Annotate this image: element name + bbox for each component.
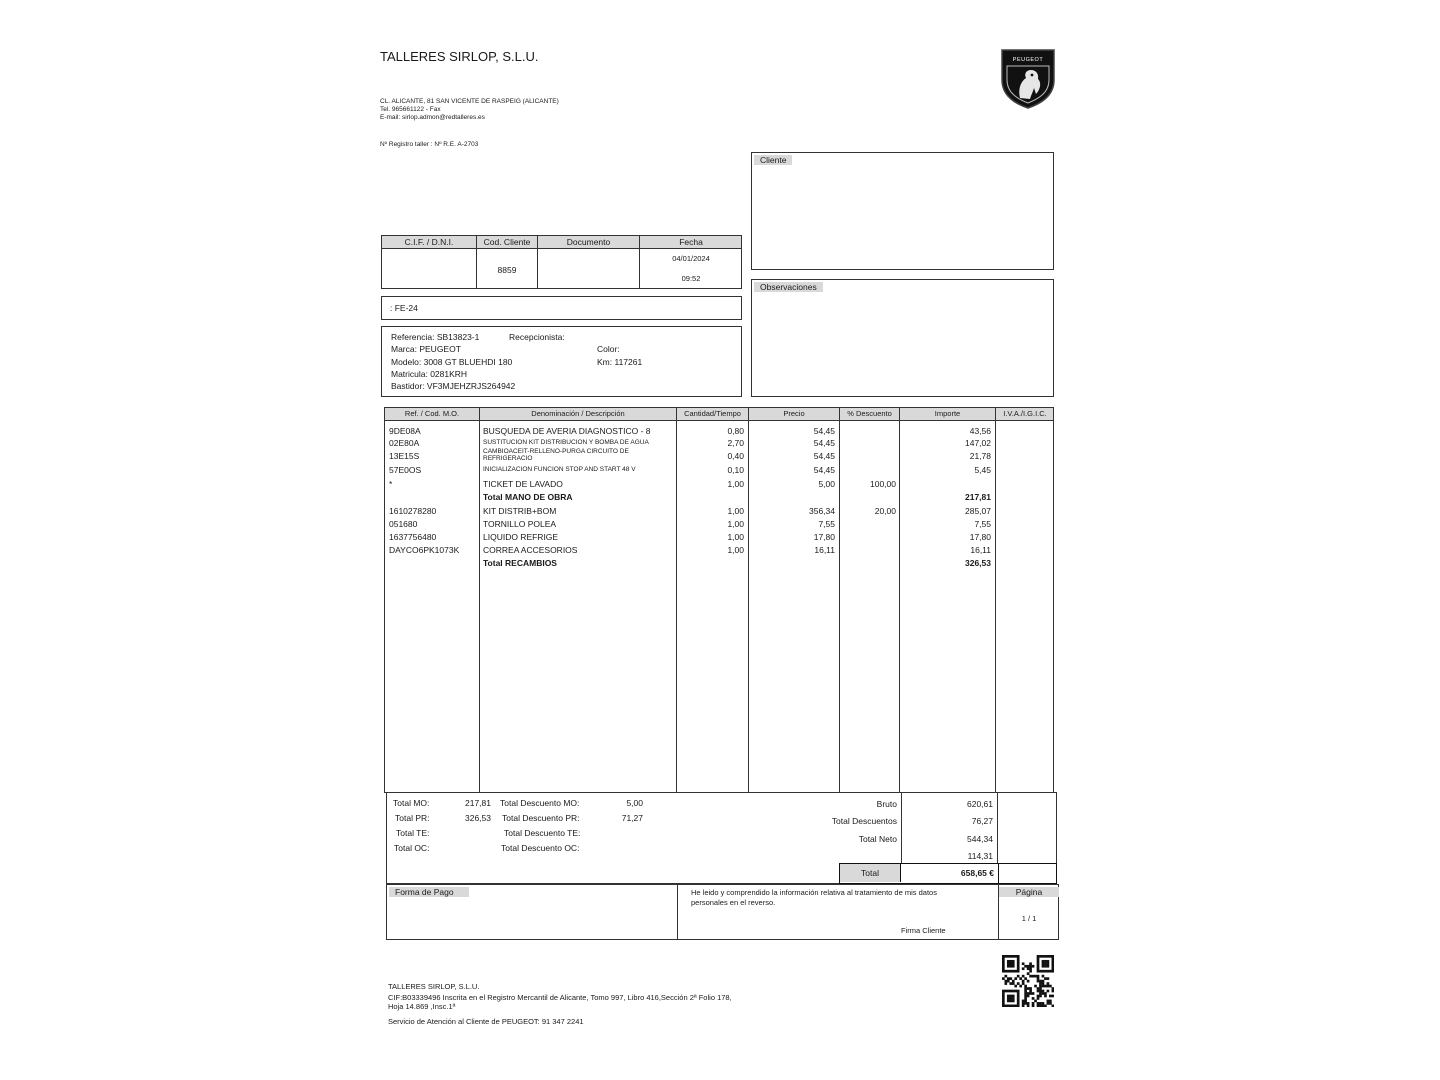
total-mo-value: 217,81 — [465, 798, 491, 808]
company-name: TALLERES SIRLOP, S.L.U. — [380, 49, 539, 64]
cell-ref: 1610278280 — [389, 506, 437, 516]
cod-cliente-value: 8859 — [497, 265, 517, 275]
cell-desc: Total RECAMBIOS — [483, 558, 557, 568]
table-row — [385, 450, 1053, 462]
cell-qty: 2,70 — [727, 438, 744, 448]
desc-pr-label: Total Descuento PR: — [502, 813, 580, 823]
cell-amount: 43,56 — [969, 426, 991, 436]
cell-qty: 0,40 — [727, 451, 744, 461]
observaciones-label: Observaciones — [754, 282, 823, 292]
desc-oc-label: Total Descuento OC: — [501, 843, 580, 853]
table-row — [385, 464, 1053, 476]
table-row — [385, 491, 1053, 503]
cell-price: 5,00 — [818, 479, 835, 489]
header-descuento: % Descuento — [847, 409, 892, 418]
desc-mo-label: Total Descuento MO: — [500, 798, 580, 808]
cell-desc: CAMBIOACEIT-RELLENO-PURGA CIRCUITO DE — [483, 448, 629, 455]
cell-ref: 051680 — [389, 519, 418, 529]
cell-price: 54,45 — [813, 426, 835, 436]
serie-box — [381, 296, 742, 320]
cell-qty: 1,00 — [727, 532, 744, 542]
cell-qty: 1,00 — [727, 479, 744, 489]
cell-desc-cont: REFRIGERACIO — [483, 455, 533, 462]
cell-price: 54,45 — [813, 451, 835, 461]
legal-line-2: Hoja 14.869 ,Insc.1ª — [388, 1002, 456, 1011]
company-email: E-mail: sirlop.admon@redtalleres.es — [380, 114, 485, 121]
lines-table — [384, 407, 1054, 793]
pagina-label: Página — [999, 887, 1059, 897]
pagina-value: 1 / 1 — [1021, 914, 1037, 923]
totals-box — [386, 792, 1057, 884]
privacy-line-1: He leido y comprendido la información relativa al tratamiento de mis datos — [691, 888, 937, 897]
company-phone: Tel. 965661122 - Fax — [380, 106, 441, 113]
vehicle-color: Color: — [597, 344, 620, 354]
cell-desc: KIT DISTRIB+BOM — [483, 506, 557, 516]
cell-qty: 1,00 — [727, 545, 744, 555]
total-oc-label: Total OC: — [394, 843, 430, 853]
cell-disc: 20,00 — [874, 506, 896, 516]
neto-label: Total Neto — [858, 834, 897, 844]
company-registry: Nº Registro taller : Nº R.E. A-2703 — [380, 141, 479, 148]
desc-mo-value: 5,00 — [626, 798, 643, 808]
iva-value: 114,31 — [967, 851, 993, 861]
hora-value: 09:52 — [681, 274, 701, 283]
cell-price: 54,45 — [813, 438, 835, 448]
legal-line-1: CIF:B03339496 Inscrita en el Registro Mercantil de Alicante, Tomo 997, Libro 416,Sección 2ª Folio 178, — [388, 993, 732, 1002]
serie-value: : FE-24 — [390, 303, 418, 313]
desc-pr-value: 71,27 — [621, 813, 643, 823]
header-cantidad: Cantidad/Tiempo — [684, 409, 741, 418]
privacy-line-2: personales en el reverso. — [691, 898, 776, 907]
table-row — [385, 518, 1053, 530]
info-table — [381, 235, 742, 289]
total-mo-label: Total MO: — [393, 798, 430, 808]
bruto-label: Bruto — [876, 799, 897, 809]
vehicle-bastidor: Bastidor: VF3MJEHZRJS264942 — [391, 381, 516, 391]
legal-service: Servicio de Atención al Cliente de PEUGEOT: 91 347 2241 — [388, 1017, 584, 1026]
firma-cliente-label: Firma Cliente — [901, 926, 946, 935]
cell-price: 16,11 — [814, 545, 835, 555]
header-descripcion: Denominación / Descripción — [531, 409, 625, 418]
descuentos-label: Total Descuentos — [831, 816, 897, 826]
cell-price: 54,45 — [813, 465, 835, 475]
bruto-value: 620,61 — [967, 799, 993, 809]
table-row — [385, 531, 1053, 543]
total-pr-value: 326,53 — [465, 813, 491, 823]
total-te-label: Total TE: — [396, 828, 430, 838]
cell-qty: 0,80 — [727, 426, 744, 436]
company-address: CL. ALICANTE, 81 SAN VICENTE DE RASPEIG (ALICANTE) — [380, 98, 559, 105]
cell-disc: 100,00 — [870, 479, 896, 489]
cell-qty: 1,00 — [727, 506, 744, 516]
cell-amount: 17,80 — [969, 532, 991, 542]
cell-amount: 285,07 — [965, 506, 991, 516]
cell-desc: TORNILLO POLEA — [483, 519, 557, 529]
cell-desc: BUSQUEDA DE AVERIA DIAGNOSTICO - 8 — [483, 426, 651, 436]
table-row — [385, 557, 1053, 569]
header-documento: Documento — [566, 237, 611, 247]
cell-ref: 9DE08A — [389, 426, 421, 436]
cell-ref: 57E0OS — [389, 465, 422, 475]
cell-desc: CORREA ACCESORIOS — [483, 545, 578, 555]
vehicle-box — [381, 326, 742, 397]
vehicle-modelo: Modelo: 3008 GT BLUEHDI 180 — [391, 357, 513, 367]
forma-pago-label: Forma de Pago — [389, 887, 469, 897]
vehicle-recepcionista: Recepcionista: — [509, 332, 565, 342]
peugeot-logo — [998, 46, 1058, 110]
header-fecha: Fecha — [679, 237, 703, 247]
descuentos-value: 76,27 — [971, 816, 993, 826]
cell-desc: Total MANO DE OBRA — [483, 492, 573, 502]
total-label: Total — [861, 868, 879, 878]
cell-amount: 147,02 — [965, 438, 991, 448]
vehicle-marca: Marca: PEUGEOT — [391, 344, 461, 354]
total-value: 658,65 € — [960, 868, 994, 878]
table-row — [385, 478, 1053, 490]
cell-price: 7,55 — [818, 519, 835, 529]
fecha-value: 04/01/2024 — [672, 254, 710, 263]
cell-price: 17,80 — [813, 532, 835, 542]
neto-value: 544,34 — [967, 834, 993, 844]
cliente-box — [751, 152, 1054, 270]
cell-ref: DAYCO6PK1073K — [389, 545, 460, 555]
header-iva: I.V.A./I.G.I.C. — [1003, 409, 1047, 418]
cell-qty: 1,00 — [727, 519, 744, 529]
footer-box — [386, 884, 1059, 940]
cell-desc: INICIALIZACION FUNCION STOP AND START 48 V — [483, 466, 636, 473]
cell-price: 356,34 — [809, 506, 835, 516]
header-cod-cliente: Cod. Cliente — [483, 237, 531, 247]
total-row — [839, 863, 1057, 884]
cell-amount: 5,45 — [974, 465, 991, 475]
header-importe: Importe — [934, 409, 961, 418]
vehicle-km: Km: 117261 — [597, 357, 643, 367]
cell-desc: TICKET DE LAVADO — [483, 479, 563, 489]
cell-amount: 326,53 — [965, 558, 991, 568]
total-pr-label: Total PR: — [395, 813, 430, 823]
cell-ref: 02E80A — [389, 438, 420, 448]
header-cif: C.I.F. / D.N.I. — [404, 237, 454, 247]
desc-te-label: Total Descuento TE: — [504, 828, 581, 838]
vehicle-matricula: Matricula: 0281KRH — [391, 369, 468, 379]
header-ref: Ref. / Cod. M.O. — [404, 409, 460, 418]
cell-ref: 1637756480 — [389, 532, 437, 542]
observaciones-box — [751, 279, 1054, 397]
table-row — [385, 505, 1053, 517]
cell-amount: 21,78 — [969, 451, 991, 461]
vehicle-referencia: Referencia: SB13823-1 — [391, 332, 480, 342]
table-row — [385, 425, 1053, 437]
cell-amount: 16,11 — [970, 545, 991, 555]
legal-company-name: TALLERES SIRLOP, S.L.U. — [388, 982, 480, 991]
qr-code-icon — [1002, 955, 1054, 1007]
cell-ref: 13E15S — [389, 451, 420, 461]
cell-qty: 0,10 — [727, 465, 744, 475]
table-row — [385, 544, 1053, 556]
cell-desc: LIQUIDO REFRIGE — [483, 532, 559, 542]
header-precio: Precio — [783, 409, 805, 418]
cliente-label: Cliente — [754, 155, 792, 165]
cell-desc: SUSTITUCION KIT DISTRIBUCION Y BOMBA DE AGUA — [483, 439, 649, 446]
cell-amount: 7,55 — [974, 519, 991, 529]
logo-text: PEUGEOT — [1012, 57, 1044, 63]
cell-ref: * — [389, 479, 393, 489]
cell-amount: 217,81 — [965, 492, 991, 502]
